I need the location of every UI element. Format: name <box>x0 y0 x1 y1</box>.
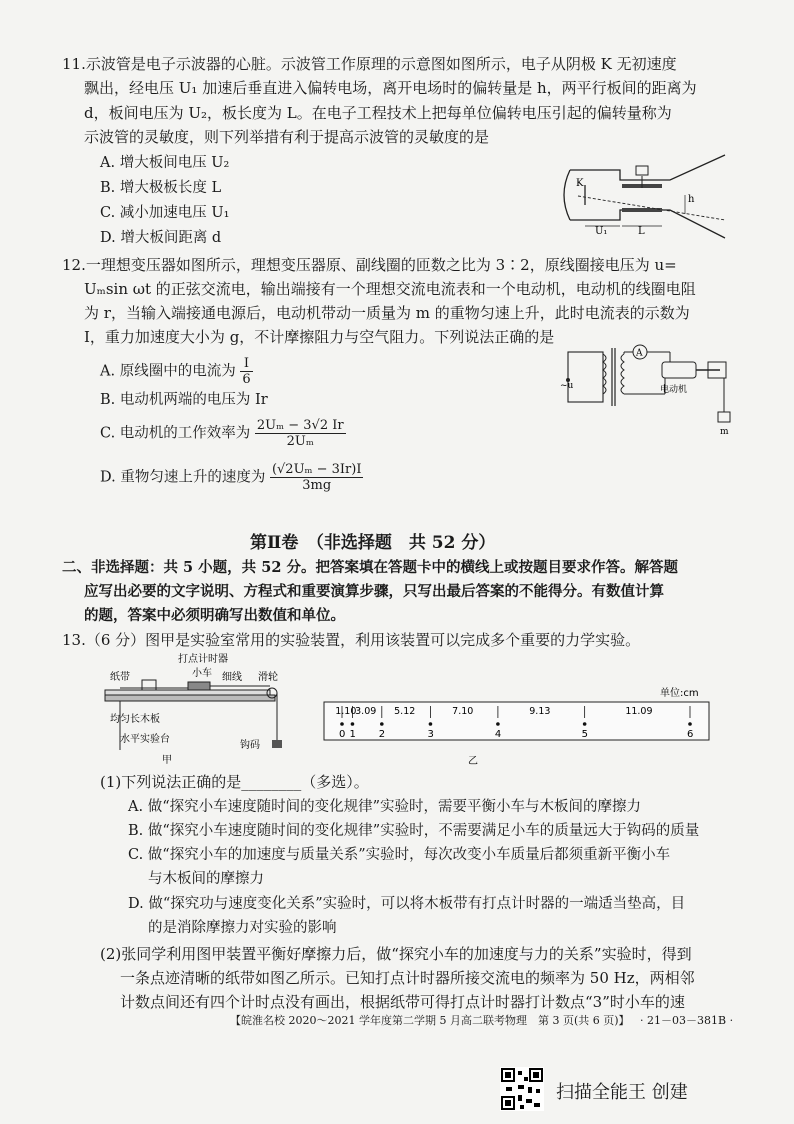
tape-segment-label: 5.12 <box>394 706 416 717</box>
q12-option-c-text: C. 电动机的工作效率为 <box>100 425 251 442</box>
tape-dot <box>429 722 433 726</box>
tape-point-label: 2 <box>378 729 386 740</box>
label-jia: 甲 <box>162 755 172 766</box>
frac-num: (√2Uₘ − 3Ir)I <box>271 462 362 477</box>
tape-point-label: 6 <box>687 729 694 740</box>
label-k: K <box>576 178 584 189</box>
q13-part2-line-2: 一条点迹清晰的纸带如图乙所示。已知打点计时器所接交流电的频率为 50 Hz，两相邻 <box>120 969 695 987</box>
tape-dot <box>583 722 587 726</box>
oscilloscope-tube-figure <box>560 150 730 245</box>
section-2-instructions-3: 的题，答案中必须明确写出数值和单位。 <box>84 607 345 624</box>
page-code: · 21－03－381B · <box>640 1014 734 1027</box>
q13-part1-option-b: B. 做“探究小车速度随时间的变化规律”实验时，不需要满足小车的质量远大于钩码的质量 <box>128 823 700 839</box>
figure-yi-paper-tape <box>320 682 715 768</box>
q12-option-d-frac <box>270 462 364 493</box>
tape-point-label: 3 <box>427 729 434 740</box>
frac-num: I <box>240 356 252 372</box>
tape-dot <box>688 722 692 726</box>
tape-segment-label: 3.09 <box>355 706 377 717</box>
q12-line-1: 12.一理想变压器如图所示，理想变压器原、副线圈的匝数之比为 3∶2，原线圈接电压为 u= <box>62 256 677 274</box>
label-h: h <box>688 194 695 205</box>
q13-part1-option-d-2: 的是消除摩擦力对实验的影响 <box>148 920 337 936</box>
tape-point-label: 4 <box>494 729 502 740</box>
tape-point-label: 5 <box>581 729 589 740</box>
label-yi: 乙 <box>468 756 478 767</box>
q12-option-a-text: A. 原线圈中的电流为 <box>100 363 236 380</box>
q13-part1-option-d-1: D. 做“探究功与速度变化关系”实验时，可以将木板带有打点计时器的一端适当垫高，目 <box>128 896 686 912</box>
q11-option-a: A. 增大板间电压 U₂ <box>100 155 230 171</box>
q11-option-d: D. 增大板间距离 d <box>100 230 222 246</box>
label-motor: 电动机 <box>660 385 688 395</box>
q12-line-4: I，重力加速度大小为 g，不计摩擦阻力与空气阻力。下列说法正确的是 <box>84 328 555 346</box>
q13-intro: 13.（6 分）图甲是实验室常用的实验装置，利用该装置可以完成多个重要的力学实验。 <box>62 631 641 649</box>
q12-option-d <box>100 462 363 493</box>
q13-part1-option-c-2: 与木板间的摩擦力 <box>148 871 264 887</box>
tape-dot <box>351 722 355 726</box>
q11-line-3: d，板间电压为 U₂，板长度为 L。在电子工程技术上把每单位偏转电压引起的偏转量称为 <box>84 104 672 122</box>
q12-option-d-text: D. 重物匀速上升的速度为 <box>100 469 266 486</box>
q12-option-a <box>100 356 253 387</box>
q12-line-3: 为 r，当输入端接通电源后，电动机带动一质量为 m 的重物匀速上升，此时电流表的示数为 <box>84 304 690 322</box>
tape-point-label: 0 <box>339 729 346 740</box>
label-timer: 打点计时器 <box>178 654 228 665</box>
label-u1: U₁ <box>595 226 608 237</box>
q11-line-4: 示波管的灵敏度，则下列举措有利于提高示波管的灵敏度的是 <box>84 128 490 146</box>
q13-part2-line-1: (2)张同学利用图甲装置平衡好摩擦力后，做“探究小车的加速度与力的关系”实验时，得到 <box>100 945 692 963</box>
tape-dot <box>340 722 344 726</box>
tape-segment-label: 1.10 <box>335 706 357 717</box>
figure-jia-apparatus <box>100 650 290 768</box>
label-weight: 钩码 <box>240 740 260 751</box>
scanner-watermark: 扫描全能王 创建 <box>556 1082 688 1103</box>
frac-den: 2Uₘ <box>286 434 314 449</box>
qr-code-icon <box>500 1067 544 1111</box>
label-string: 细线 <box>222 672 242 683</box>
q13-part2-line-3: 计数点间还有四个计时点没有画出，根据纸带可得打点计时器打计数点“3”时小车的速 <box>120 993 685 1011</box>
label-board: 均匀长木板 <box>110 714 160 725</box>
q12-line-2: Uₘsin ωt 的正弦交流电，输出端接有一个理想交流电流表和一个电动机，电动机的线圈电阻 <box>84 280 696 298</box>
label-u: ~u <box>560 381 574 391</box>
tape-dot <box>496 722 500 726</box>
label-ammeter: A <box>636 348 643 359</box>
q12-option-c <box>100 418 346 449</box>
tape-segment-label: 7.10 <box>452 706 474 717</box>
frac-num: 2Uₘ − 3√2 Ir <box>256 418 344 433</box>
label-unit: 单位:cm <box>660 688 699 699</box>
q12-option-a-frac <box>240 356 252 387</box>
label-tape: 纸带 <box>110 672 130 683</box>
q11-option-b: B. 增大极板长度 L <box>100 180 222 196</box>
section-2-instructions-1: 二、非选择题：共 5 小题，共 52 分。把答案填在答题卡中的横线上或按题目要求作答。解答题 <box>62 559 678 576</box>
label-table: 水平实验台 <box>120 734 170 745</box>
tape-point-label: 1 <box>349 729 356 740</box>
label-l: L <box>638 226 645 237</box>
label-pulley: 滑轮 <box>258 672 278 683</box>
section-2-instructions-2: 应写出必要的文字说明、方程式和重要演算步骤，只写出最后答案的不能得分。有数值计算 <box>84 583 664 600</box>
transformer-motor-figure <box>560 340 735 440</box>
q11-line-2: 飘出，经电压 U₁ 加速后垂直进入偏转电场，离开电场时的偏转量是 h，两平行板间的距离为 <box>84 79 697 97</box>
frac-den: 6 <box>242 372 251 387</box>
q13-part1-option-c-1: C. 做“探究小车的加速度与质量关系”实验时，每次改变小车质量后都须重新平衡小车 <box>128 847 671 863</box>
label-cart: 小车 <box>192 668 212 679</box>
tape-segment-label: 11.09 <box>625 706 653 717</box>
tape-segment-label: 9.13 <box>529 706 551 717</box>
q12-option-c-frac <box>255 418 346 449</box>
label-m: m <box>720 427 729 437</box>
frac-den: 3mg <box>302 478 332 493</box>
q13-part1-option-a: A. 做“探究小车速度随时间的变化规律”实验时，需要平衡小车与木板间的摩擦力 <box>128 799 642 815</box>
q11-line-1: 11.示波管是电子示波器的心脏。示波管工作原理的示意图如图所示，电子从阴极 K 无初速度 <box>62 55 677 73</box>
q11-option-c: C. 减小加速电压 U₁ <box>100 205 230 221</box>
tape-dot <box>380 722 384 726</box>
q13-part1-stem: (1)下列说法正确的是________（多选）。 <box>100 773 369 791</box>
page-footer: 【皖淮名校 2020～2021 学年度第二学期 5 月高二联考物理 第 3 页(共 6 页)】 <box>230 1014 630 1027</box>
q12-option-b: B. 电动机两端的电压为 Ir <box>100 392 268 408</box>
section-2-title: 第Ⅱ卷 （非选择题 共 52 分） <box>250 533 496 553</box>
